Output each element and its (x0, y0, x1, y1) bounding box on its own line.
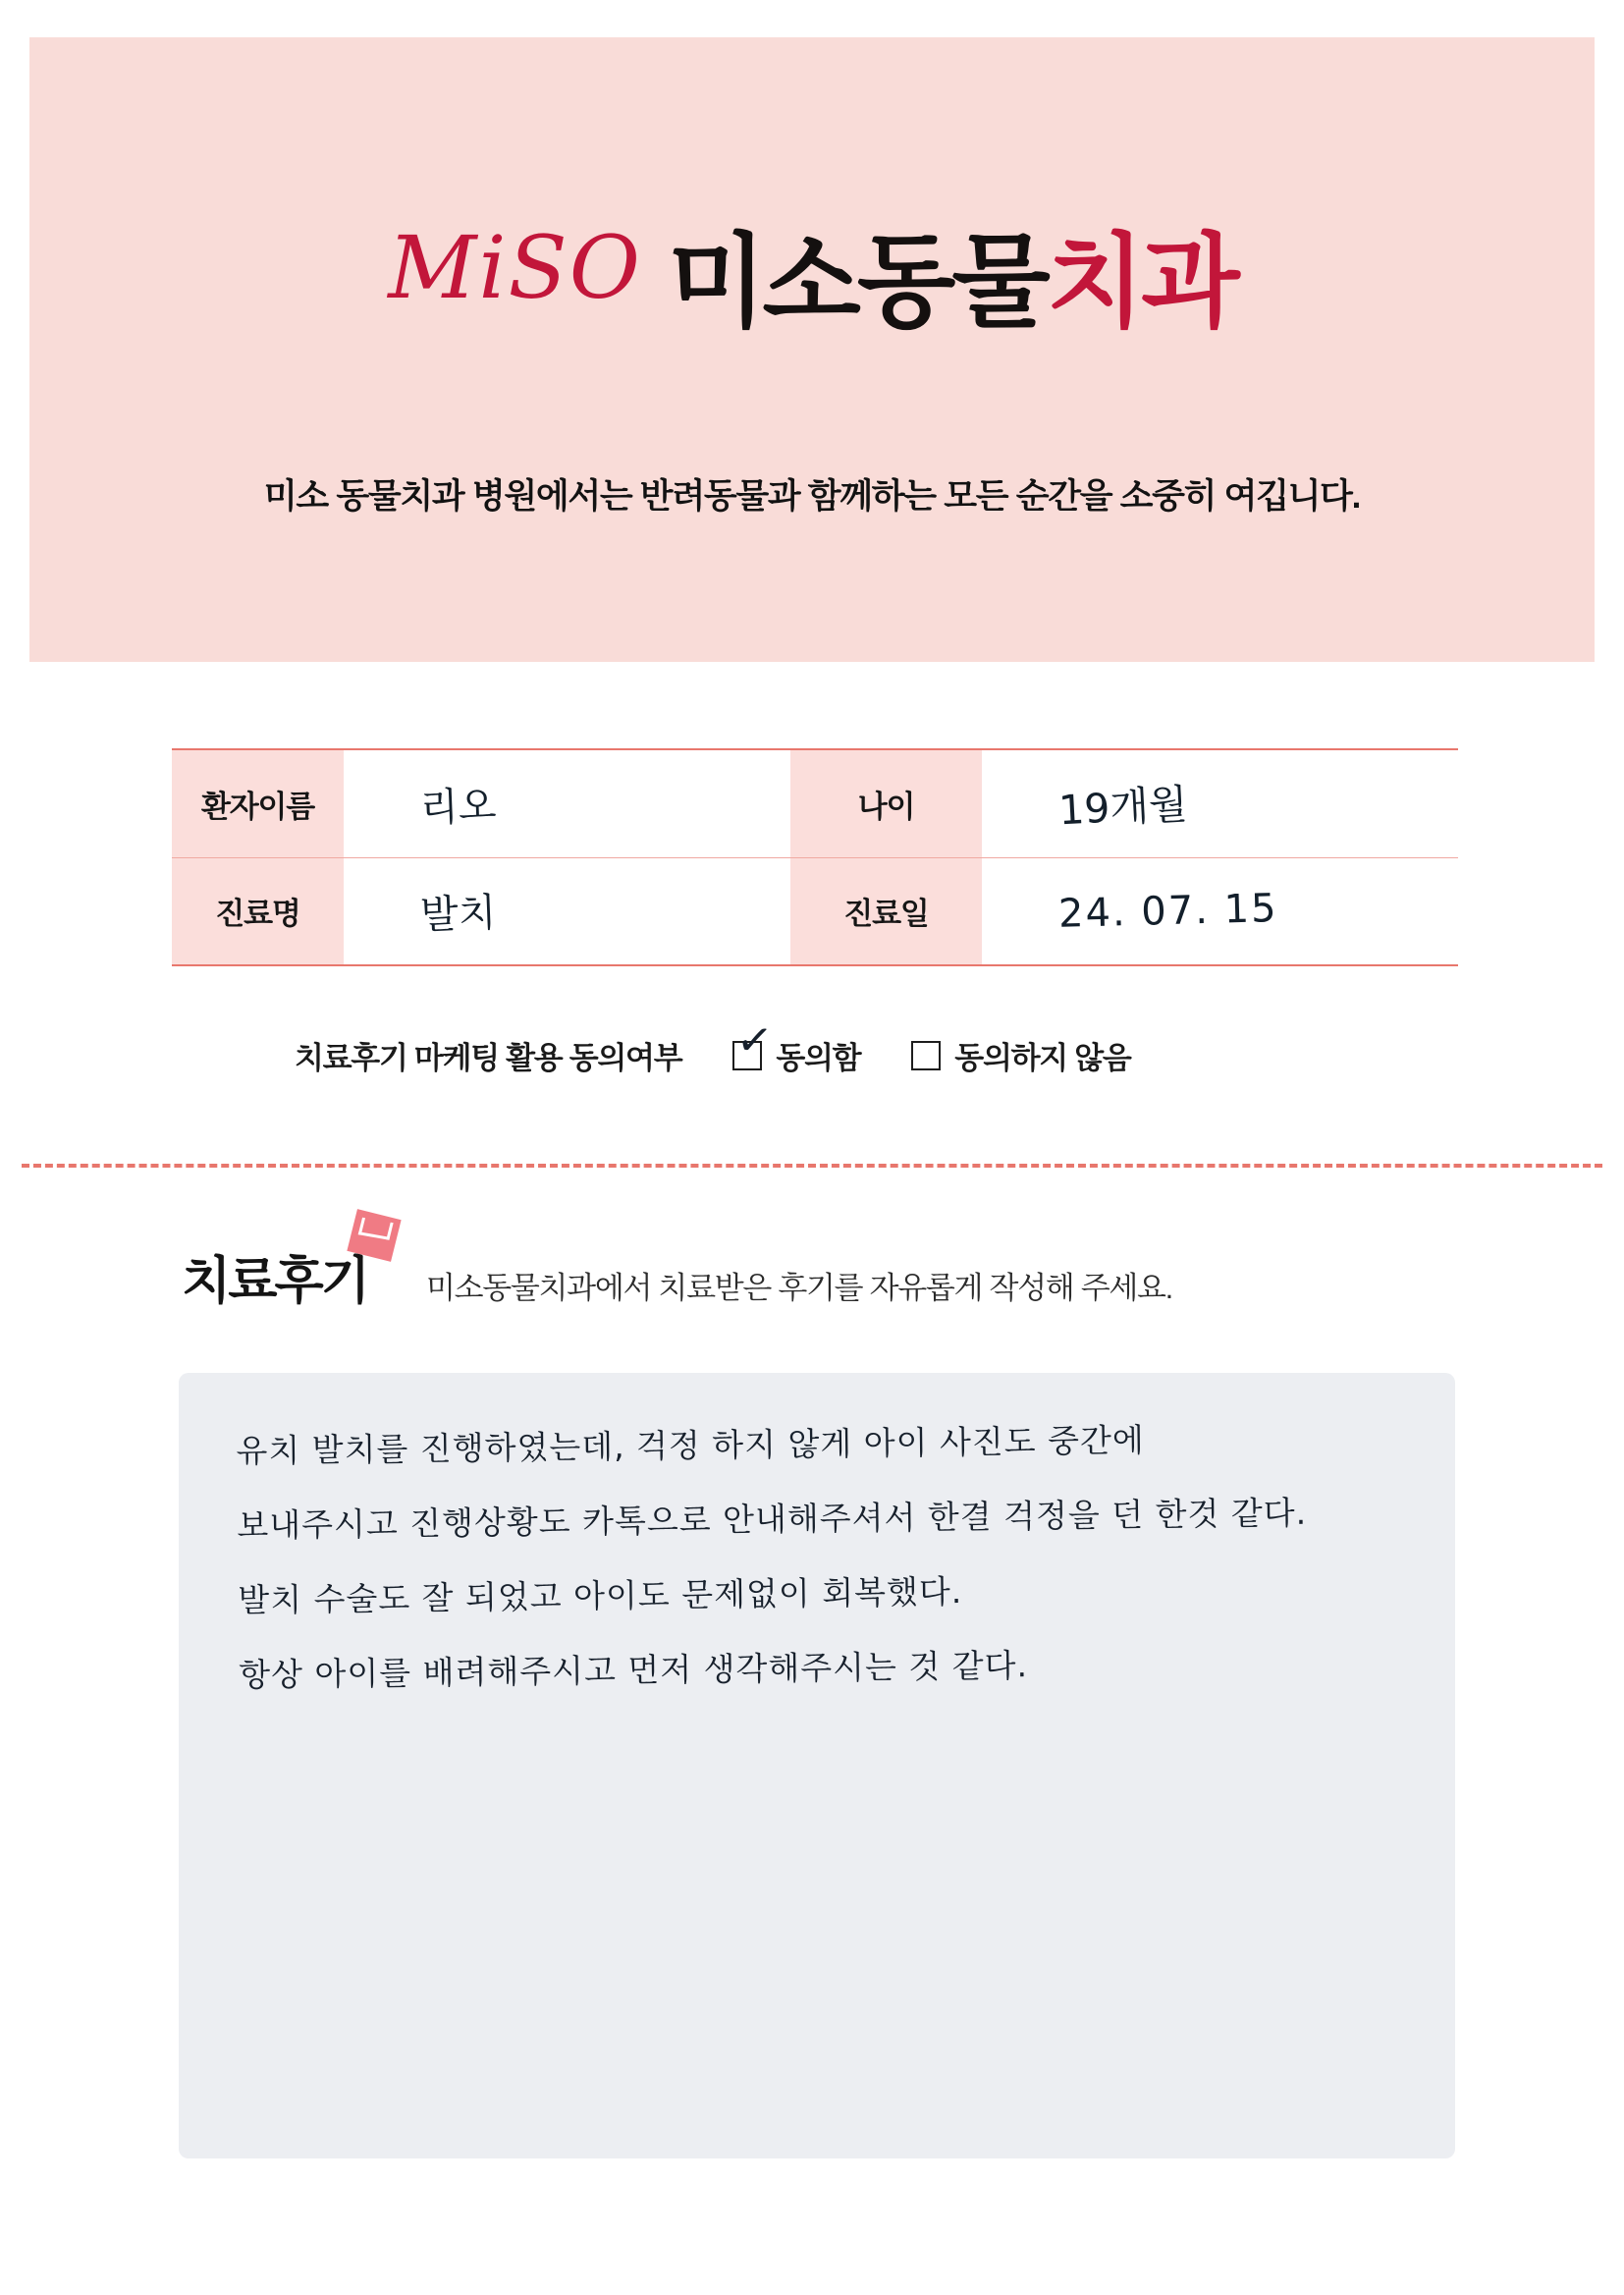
treatment-field[interactable] (344, 857, 790, 965)
table-row (172, 857, 1458, 965)
review-subtitle: 미소동물치과에서 치료받은 후기를 자유롭게 작성해 주세요. (425, 1271, 1172, 1305)
table-row (172, 749, 1458, 857)
logo-korean-text (668, 199, 1236, 347)
section-divider (22, 1164, 1602, 1168)
logo-latin-text: MiSO (388, 216, 642, 318)
logo-korean-dark: 미소동물 (667, 226, 1047, 340)
consent-agree-label: 동의함 (776, 1041, 861, 1075)
clinic-tagline: 미소 동물치과 병원에서는 반려동물과 함께하는 모든 순간을 소중히 여깁니다. (263, 477, 1361, 516)
patient-name-value: 리오 (419, 783, 498, 832)
consent-disagree-label: 동의하지 않음 (954, 1041, 1131, 1075)
review-header (182, 1239, 1172, 1313)
review-title-text: 치료후기 (182, 1253, 367, 1310)
check-icon: ✓ (733, 1012, 775, 1067)
patient-name-field[interactable] (344, 749, 790, 857)
age-field[interactable] (982, 749, 1458, 857)
review-textarea[interactable] (179, 1373, 1455, 2158)
review-title (182, 1239, 375, 1313)
review-handwritten-text: 유치 발치를 진행하였는데, 걱정 하지 않게 아이 사진도 중간에 보내주시고 진행상황도 카톡으로 안내해주셔서 한결 걱정을 던 한것 같다. 발치 수술도 잘 되었고 아이도 문제없이 회복했다. 항상 아이를 배려해주시고 먼저 생각해주시는 것 같다. (236, 1420, 1308, 1694)
age-value: 19개월 (1057, 780, 1189, 835)
marketing-consent-row (295, 1012, 1182, 1077)
consent-agree-option[interactable] (732, 1012, 861, 1077)
consent-disagree-checkbox[interactable] (911, 1041, 941, 1070)
consent-question-label: 치료후기 마케팅 활용 동의여부 (295, 1041, 682, 1075)
treatment-label: 진료명 (172, 857, 344, 965)
treatment-date-field[interactable] (982, 857, 1458, 965)
patient-info-table (172, 748, 1458, 966)
treatment-value: 발치 (419, 890, 498, 939)
age-label: 나이 (790, 749, 982, 857)
treatment-date-value: 24. 07. 15 (1057, 885, 1279, 937)
consent-disagree-option[interactable] (911, 1033, 1130, 1077)
clinic-logo (29, 199, 1595, 347)
consent-agree-checkbox[interactable] (732, 1012, 775, 1070)
logo-korean-red: 치과 (1046, 226, 1236, 340)
header-band (29, 37, 1595, 662)
treatment-date-label: 진료일 (790, 857, 982, 965)
patient-name-label: 환자이름 (172, 749, 344, 857)
